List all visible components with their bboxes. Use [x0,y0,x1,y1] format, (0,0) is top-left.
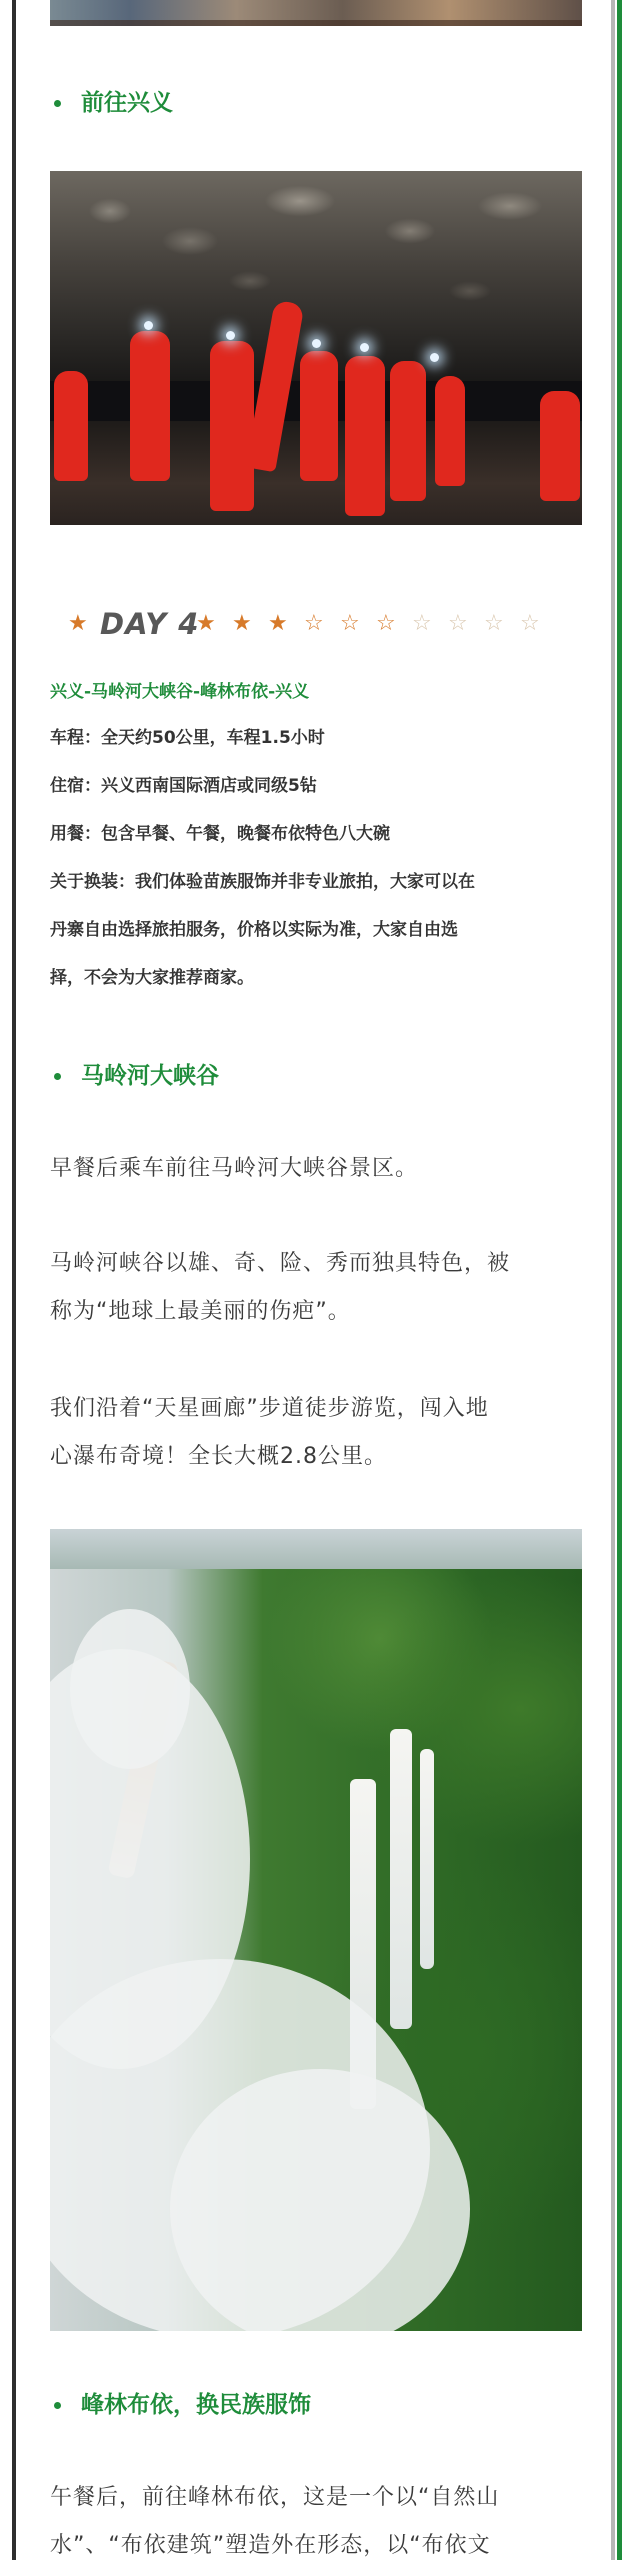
star-outline-icon: ☆ [412,611,432,636]
section-heading-text: 前往兴义 [81,90,173,116]
section-heading-fenglin [54,2386,311,2419]
star-outline-icon: ☆ [520,611,540,636]
paragraph-line: 水”、“布依建筑”塑造外在形态，以“布依文 [50,2533,491,2558]
star-icon: ☆ [304,611,324,636]
info-meals: 用餐：包含早餐、午餐，晚餐布依特色八大碗 [50,824,390,844]
day-route: 兴义-马岭河大峡谷-峰林布依-兴义 [50,682,310,702]
day-banner [68,607,568,647]
page-border-left [12,0,16,2560]
day-label: DAY 4 [100,607,200,641]
photo-top-partial [50,0,582,26]
page-border-right [617,0,622,2560]
paragraph-fenglin-1 [50,2474,582,2570]
star-icon: ☆ [376,611,396,636]
info-hotel: 住宿：兴义西南国际酒店或同级5钻 [50,776,317,796]
info-costume-line: 关于换装：我们体验苗族服饰并非专业旅拍，大家可以在 [50,872,475,892]
paragraph-line: 午餐后，前往峰林布依，这是一个以“自然山 [50,2485,500,2510]
info-costume [50,858,582,1002]
bullet-dot [54,1073,61,1080]
info-costume-line: 丹寨自由选择旅拍服务，价格以实际为准，大家自由选 [50,920,458,940]
paragraph-malinghe-2 [50,1240,582,1336]
paragraph-line: 心瀑布奇境！全长大概2.8公里。 [50,1444,387,1469]
section-heading-text: 峰林布依，换民族服饰 [81,2392,311,2418]
star-icon: ★ [232,611,252,636]
paragraph-line: 马岭河峡谷以雄、奇、险、秀而独具特色，被 [50,1251,511,1276]
section-heading-text: 马岭河大峡谷 [81,1063,219,1089]
info-car: 车程：全天约50公里，车程1.5小时 [50,728,325,748]
paragraph-line: 称为“地球上最美丽的伤疤”。 [50,1299,351,1324]
star-icon: ★ [196,611,216,636]
page-border-right-inner [611,0,615,2560]
section-heading-xingyi [54,84,173,117]
star-icon: ☆ [340,611,360,636]
paragraph-malinghe-1: 早餐后乘车前往马岭河大峡谷景区。 [50,1156,419,1181]
bullet-dot [54,100,61,107]
section-heading-malinghe [54,1057,219,1090]
star-icon: ★ [268,611,288,636]
star-icon: ★ [68,611,88,636]
paragraph-malinghe-3 [50,1385,582,1481]
photo-cave-exploration [50,171,582,525]
paragraph-line: 我们沿着“天星画廊”步道徒步游览，闯入地 [50,1396,489,1421]
info-costume-line: 择，不会为大家推荐商家。 [50,968,254,988]
star-outline-icon: ☆ [448,611,468,636]
star-outline-icon: ☆ [484,611,504,636]
bullet-dot [54,2402,61,2409]
photo-waterfall-canyon [50,1529,582,2331]
